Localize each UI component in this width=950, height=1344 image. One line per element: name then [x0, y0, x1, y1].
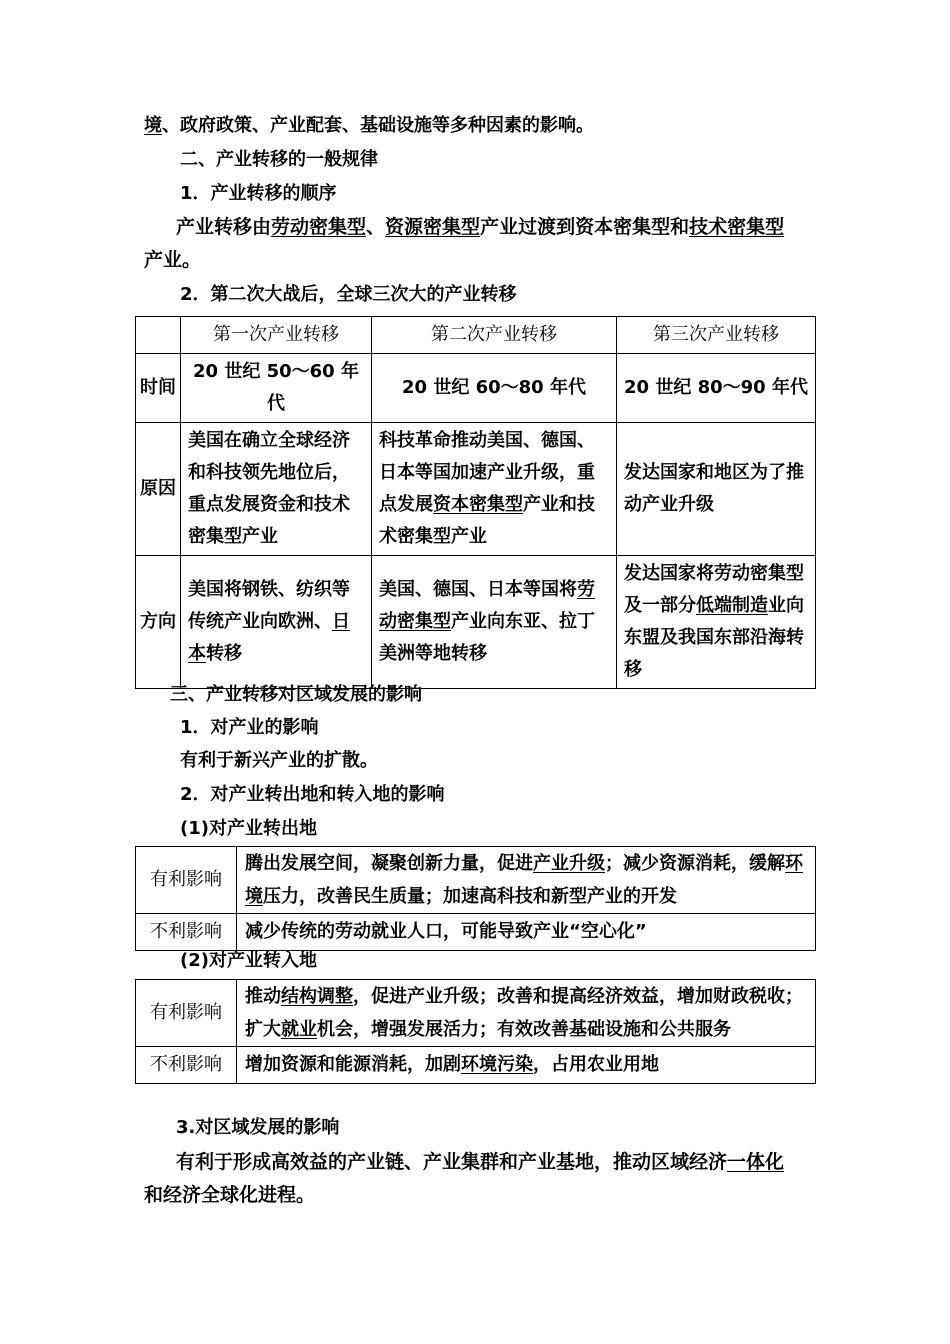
section3-sub2a: (1)对产业转出地 [180, 818, 317, 839]
section2-sub2: 2．第二次大战后，全球三次大的产业转移 [180, 284, 517, 305]
section3-sub2b: (2)对产业转入地 [180, 950, 317, 971]
outflow-positive-label: 有利影响 [136, 847, 237, 914]
intro-text: 、政府政策、产业配套、基础设施等多种因素的影响。 [162, 115, 594, 136]
section2-sub1: 1．产业转移的顺序 [180, 183, 337, 204]
header-first-transfer: 第一次产业转移 [181, 317, 372, 354]
table-header-row [136, 317, 816, 354]
section3-p1: 有利于新兴产业的扩散。 [180, 750, 378, 771]
outflow-negative-row: 不利影响 减少传统的劳动就业人口，可能导致产业“空心化” [136, 914, 816, 951]
section2-p1: 产业转移由劳动密集型、资源密集型产业过渡到资本密集型和技术密集型 [176, 216, 785, 238]
table-row-direction: 方向 美国将钢铁、纺织等传统产业向欧洲、日本转移 美国、德国、日本等国将劳动密集型产业向东亚、拉丁美洲等地转移 发达国家将劳动密集型及一部分低端制造业向东盟及我国东部沿海转移 [136, 556, 816, 689]
inflow-impact-table [135, 979, 816, 1084]
section2-heading: 二、产业转移的一般规律 [180, 149, 378, 170]
row-label-reason: 原因 [136, 423, 181, 556]
row-label-time: 时间 [136, 354, 181, 423]
intro-underlined: 境 [144, 115, 162, 136]
inflow-negative-label: 不利影响 [136, 1047, 237, 1084]
section2-p1-cont: 产业。 [144, 249, 202, 271]
outflow-positive-row: 有利影响 腾出发展空间，凝聚创新力量，促进产业升级；减少资源消耗，缓解环境压力，改善民生质量；加速高科技和新型产业的开发 [136, 847, 816, 914]
table-row-time: 时间 20 世纪 50～60 年代 20 世纪 60～80 年代 20 世纪 80～90 年代 [136, 354, 816, 423]
section3-p3-cont: 和经济全球化进程。 [144, 1184, 316, 1206]
table-row-reason: 原因 美国在确立全球经济和科技领先地位后，重点发展资金和技术密集型产业 科技革命推动美国、德国、日本等国加速产业升级，重点发展资本密集型产业和技术密集型产业 发达国家和地区为了推动产业升级 [136, 423, 816, 556]
section3-sub1: 1．对产业的影响 [180, 717, 319, 738]
inflow-negative-row: 不利影响 增加资源和能源消耗，加剧环境污染，占用农业用地 [136, 1047, 816, 1084]
header-third-transfer: 第三次产业转移 [617, 317, 816, 354]
industry-transfer-table [135, 316, 816, 689]
row-label-direction: 方向 [136, 556, 181, 689]
section3-heading: 三、产业转移对区域发展的影响 [170, 684, 422, 705]
section3-p3: 有利于形成高效益的产业链、产业集群和产业基地，推动区域经济一体化 [176, 1151, 785, 1173]
outflow-negative-label: 不利影响 [136, 914, 237, 951]
inflow-positive-label: 有利影响 [136, 980, 237, 1047]
intro-line [144, 114, 816, 138]
inflow-positive-row: 有利影响 推动结构调整，促进产业升级；改善和提高经济效益，增加财政税收；扩大就业机会，增强发展活力；有效改善基础设施和公共服务 [136, 980, 816, 1047]
outflow-impact-table [135, 846, 816, 951]
section3-sub2: 2．对产业转出地和转入地的影响 [180, 784, 445, 805]
section3-sub3: 3.对区域发展的影响 [176, 1117, 340, 1138]
header-second-transfer: 第二次产业转移 [372, 317, 617, 354]
